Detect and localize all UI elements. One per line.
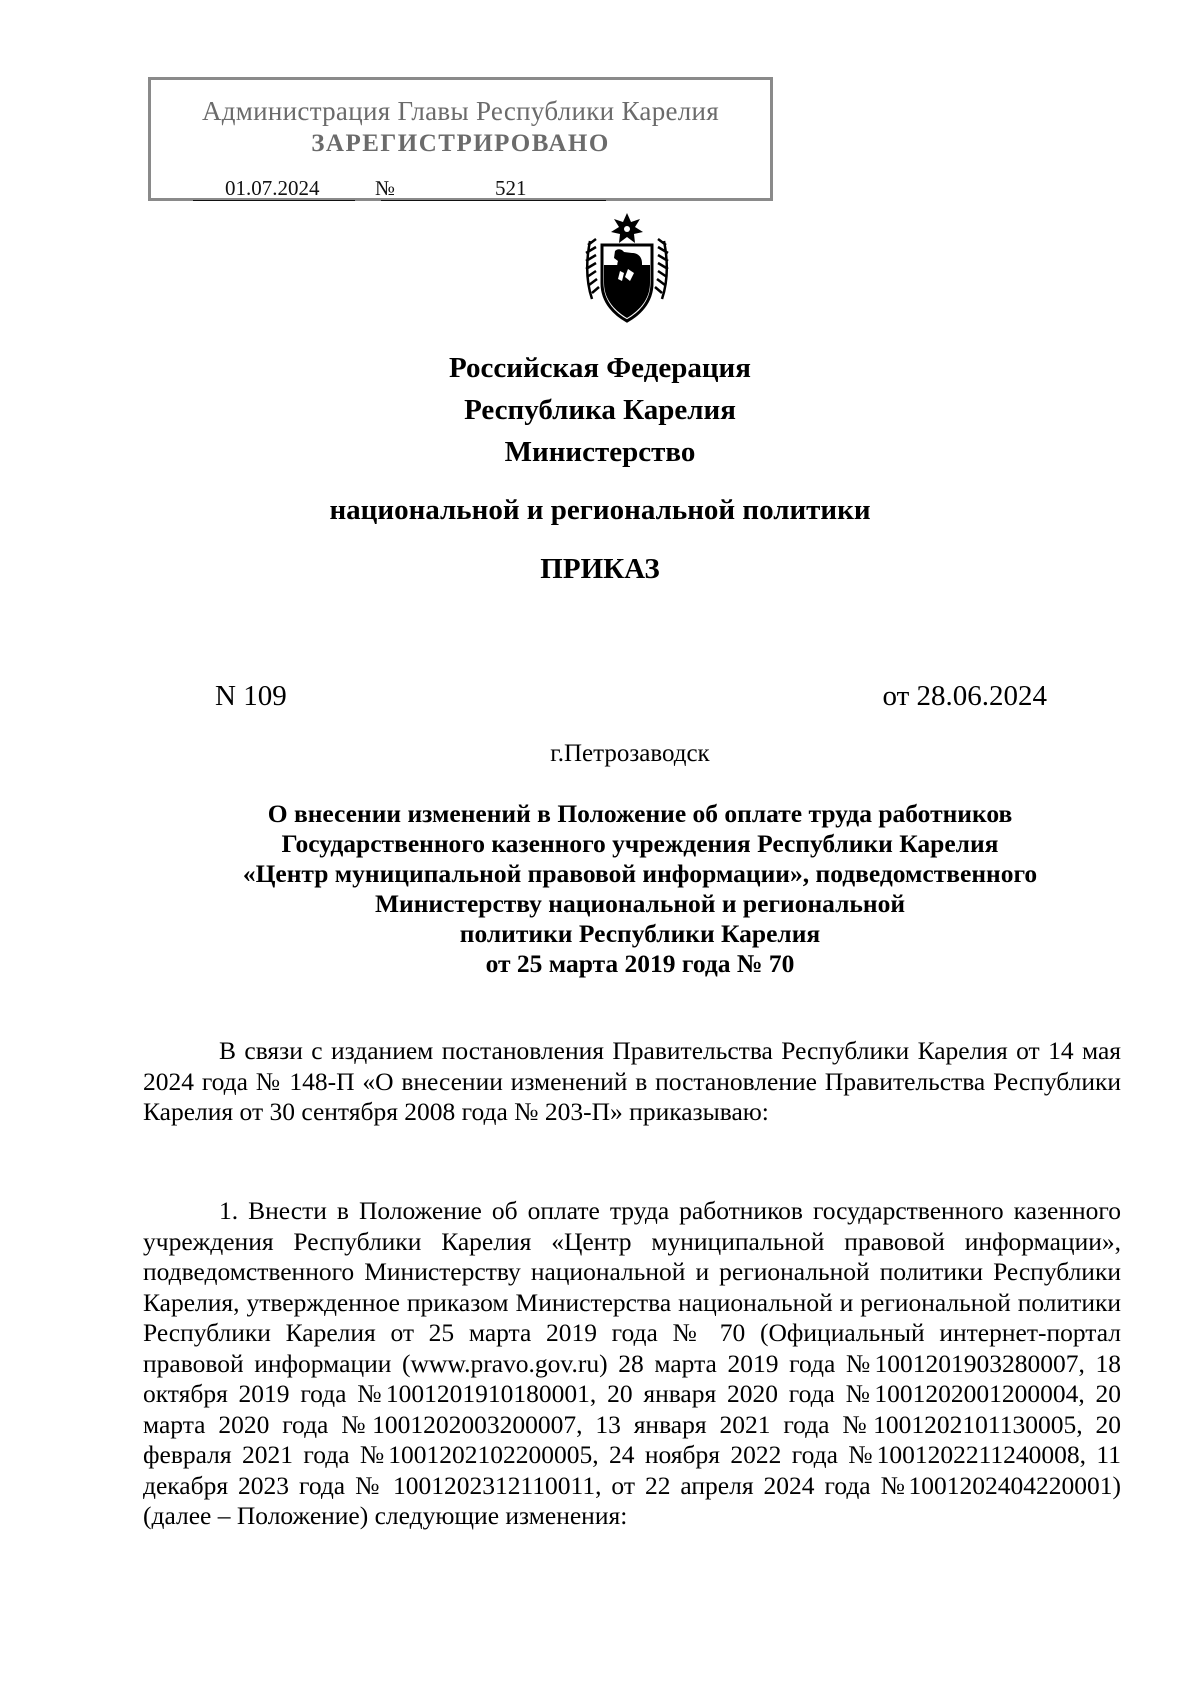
registration-stamp bbox=[148, 77, 773, 201]
stamp-registered: ЗАРЕГИСТРИРОВАНО bbox=[311, 130, 610, 157]
title-line: Государственного казенного учреждения Республики Карелия bbox=[281, 829, 999, 858]
title-line: Министерству национальной и региональной bbox=[374, 889, 906, 918]
stamp-number: 521 bbox=[495, 176, 527, 200]
title-line: от 25 марта 2019 года № 70 bbox=[485, 949, 795, 978]
stamp-number-sign: № bbox=[375, 176, 396, 200]
body-paragraph-2 bbox=[143, 1196, 1121, 1532]
karelia-coat-of-arms-icon bbox=[582, 211, 672, 324]
order-number: N 109 bbox=[215, 680, 287, 712]
title-line: «Центр муниципальной правовой информации», подведомственного bbox=[242, 859, 1038, 888]
document-type: ПРИКАЗ bbox=[540, 553, 660, 585]
header-republic: Республика Карелия bbox=[464, 394, 736, 426]
order-date: от 28.06.2024 bbox=[882, 680, 1047, 712]
header-ministry: Министерство bbox=[504, 436, 696, 468]
paragraph-text: В связи с изданием постановления Правительства Республики Карелия от 14 мая 2024 года № 148-П «О внесении изменений в постановление Правительства Республики Карелия от 30 сентября 2008 года № 203-П» приказываю: bbox=[143, 1036, 1121, 1126]
order-city: г.Петрозаводск bbox=[550, 740, 710, 767]
paragraph-text: 1. Внести в Положение об оплате труда работников государственного казенного учреждения Республики Карелия «Центр муниципальной правовой информации», подведомственного Министерству национальной и региональной политики Республики Карелия, утвержденное приказом Министерства национальной и региональной политики Республики Карелия от 25 марта 2019 года № 70 (Официальный интернет-портал правовой информации (www.pravo.gov.ru) 28 марта 2019 года №1001201903280007, 18 октября 2019 года №1001201910180001, 20 января 2020 года №1001202001200004, 20 марта 2020 года №1001202003200007, 13 января 2021 года №1001202101130005, 20 февраля 2021 года №1001202102200005, 24 ноября 2022 года №1001202211240008, 11 декабря 2023 года № 1001202312110011, от 22 апреля 2024 года №1001202404220001) (далее – Положение) следующие изменения: bbox=[143, 1196, 1121, 1530]
header-country: Российская Федерация bbox=[449, 352, 751, 384]
stamp-authority: Администрация Главы Республики Карелия bbox=[201, 96, 720, 126]
body-paragraph-1 bbox=[143, 1036, 1121, 1128]
stamp-date-underline bbox=[193, 200, 355, 201]
title-line: политики Республики Карелия bbox=[459, 919, 821, 948]
stamp-number-underline bbox=[381, 200, 606, 201]
document-title bbox=[140, 799, 1140, 979]
header-ministry-name: национальной и региональной политики bbox=[329, 494, 871, 526]
stamp-date: 01.07.2024 bbox=[225, 176, 320, 200]
title-line: О внесении изменений в Положение об оплате труда работников bbox=[267, 799, 1013, 828]
